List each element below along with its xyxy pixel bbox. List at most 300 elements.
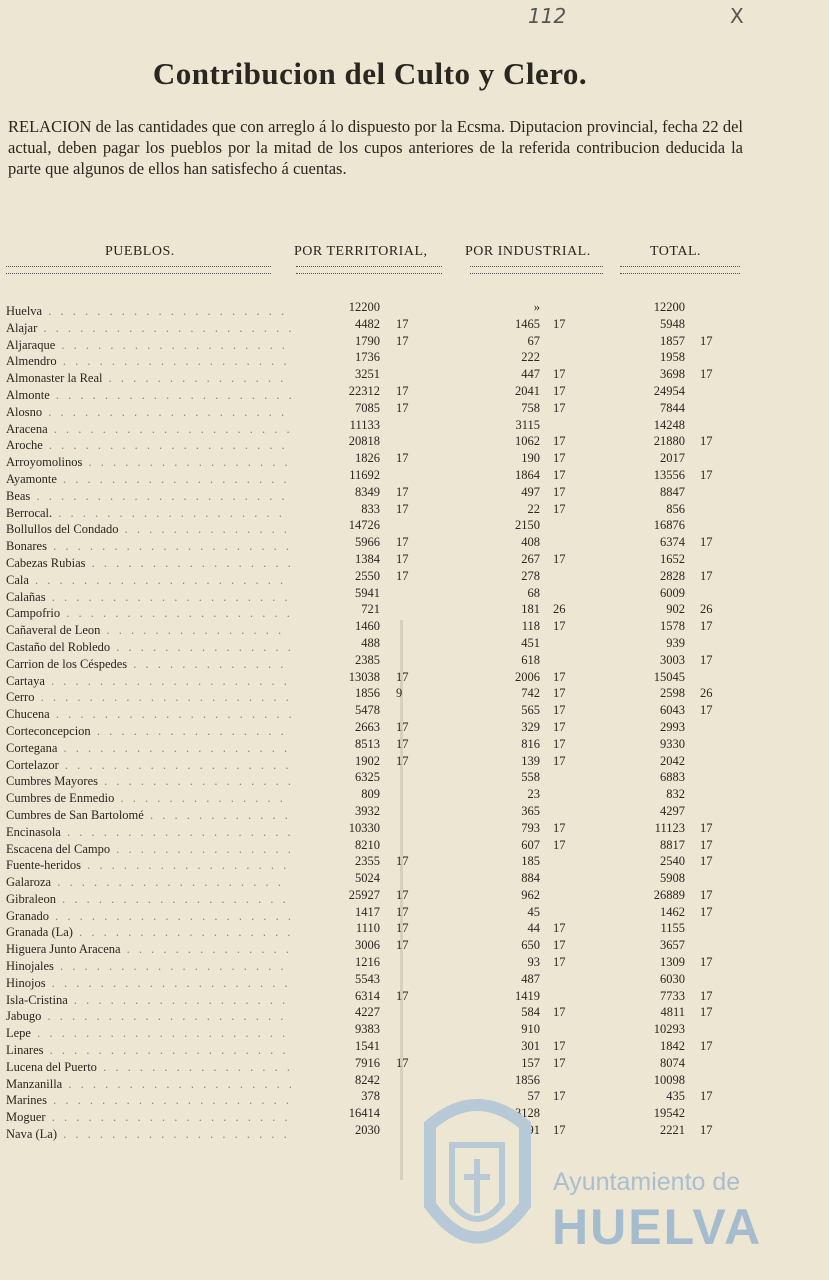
- territorial-value: 13038: [348, 669, 380, 684]
- total-value: 1958: [660, 350, 685, 365]
- total-value: 1842: [660, 1039, 685, 1054]
- total-value: 19542: [653, 1106, 685, 1121]
- industrial-value: 139: [521, 753, 540, 768]
- total-value: 1578: [660, 619, 685, 634]
- territorial-fraction: [396, 417, 420, 434]
- industrial-fraction: 17: [553, 955, 566, 970]
- industrial-fraction: 17: [553, 1123, 566, 1138]
- industrial-value: 408: [521, 535, 540, 550]
- total-value: 1857: [660, 333, 685, 348]
- territorial-fraction: [396, 1004, 420, 1021]
- industrial-value: 451: [521, 635, 540, 650]
- total-value: 1155: [660, 921, 685, 936]
- territorial-fraction: 17: [396, 938, 409, 953]
- territorial-value: 2663: [355, 719, 380, 734]
- total-value: 7844: [660, 400, 685, 415]
- pueblo-name: Carrion de los Céspedes . . .: [6, 656, 291, 673]
- territorial-fraction: [396, 971, 420, 988]
- territorial-fraction: [396, 433, 420, 450]
- pueblo-name: Aroche . . .: [6, 437, 291, 454]
- industrial-value: 758: [521, 400, 540, 415]
- total-value: 10293: [653, 1022, 685, 1037]
- territorial-value: 1790: [355, 333, 380, 348]
- total-fraction: 17: [700, 1039, 713, 1054]
- total-value: 2540: [660, 854, 685, 869]
- industrial-fraction: [553, 333, 577, 350]
- industrial-value: 278: [521, 568, 540, 583]
- total-value: 2042: [660, 753, 685, 768]
- industrial-value: 2041: [515, 383, 540, 398]
- territorial-value: 8349: [355, 484, 380, 499]
- industrial-fraction: 17: [553, 434, 566, 449]
- industrial-value: 45: [527, 904, 540, 919]
- territorial-value: 4482: [355, 316, 380, 331]
- territorial-value: 6325: [355, 770, 380, 785]
- pueblo-name: Galaroza . . .: [6, 874, 291, 891]
- total-value: 16876: [653, 518, 685, 533]
- pueblo-name: Isla-Cristina . . .: [6, 992, 291, 1009]
- total-value: 6009: [660, 585, 685, 600]
- territorial-value: 3932: [355, 803, 380, 818]
- industrial-fraction: [553, 417, 577, 434]
- industrial-fraction: 17: [553, 820, 566, 835]
- total-fraction: [700, 937, 724, 954]
- territorial-fraction: [396, 1105, 420, 1122]
- territorial-value: 721: [361, 602, 380, 617]
- industrial-value: 1419: [515, 988, 540, 1003]
- territorial-value: 378: [361, 1089, 380, 1104]
- industrial-fraction: [553, 870, 577, 887]
- territorial-value: 1902: [355, 753, 380, 768]
- territorial-fraction: [396, 635, 420, 652]
- total-fraction: 17: [700, 467, 713, 482]
- total-fraction: [700, 769, 724, 786]
- total-value: 2993: [660, 719, 685, 734]
- territorial-value: 3251: [355, 367, 380, 382]
- total-value: 4811: [660, 1005, 685, 1020]
- total-column: [630, 299, 685, 1139]
- industrial-fraction: [553, 1072, 577, 1089]
- territorial-fraction: 17: [396, 501, 409, 516]
- total-value: 9330: [660, 736, 685, 751]
- territorial-fraction: 9: [396, 686, 403, 701]
- total-fraction: [700, 719, 724, 736]
- pueblo-name: Calañas . . .: [6, 589, 291, 606]
- total-value: 15045: [653, 669, 685, 684]
- industrial-fraction: 17: [553, 484, 566, 499]
- territorial-value: 5478: [355, 703, 380, 718]
- intro-paragraph: RELACION de las cantidades que con arreglo á lo dispuesto por la Ecsma. Diputacion provincial, fecha 22 del actual, deben pagar los pueblos por la mitad de los cupos anteriores de la referida contribucion deducida la parte que algunos de ellos han satisfecho á cuentas.: [8, 117, 743, 178]
- total-value: 10098: [653, 1072, 685, 1087]
- header-rule: [296, 266, 442, 274]
- industrial-value: 267: [521, 551, 540, 566]
- pueblo-name: Gibraleon . . .: [6, 891, 291, 908]
- territorial-fraction: [396, 299, 420, 316]
- total-fraction: [700, 349, 724, 366]
- industrial-fraction: 17: [553, 383, 566, 398]
- total-fraction: [700, 585, 724, 602]
- total-fraction-column: [700, 299, 724, 1139]
- total-fraction: [700, 920, 724, 937]
- total-value: 6043: [660, 703, 685, 718]
- pueblo-name: Lucena del Puerto . . .: [6, 1059, 291, 1076]
- industrial-fraction: 17: [553, 619, 566, 634]
- industrial-value: 68: [527, 585, 540, 600]
- industrial-fraction: [553, 517, 577, 534]
- territorial-fraction: [396, 954, 420, 971]
- total-value: 5908: [660, 871, 685, 886]
- total-fraction: [700, 501, 724, 518]
- total-value: 11123: [654, 820, 685, 835]
- total-fraction: [700, 1105, 724, 1122]
- total-value: 1652: [660, 551, 685, 566]
- pueblos-column: [6, 303, 291, 1143]
- industrial-fraction: 17: [553, 316, 566, 331]
- industrial-value: 742: [521, 686, 540, 701]
- industrial-fraction: 17: [553, 837, 566, 852]
- header-pueblos: PUEBLOS.: [105, 244, 175, 259]
- industrial-fraction: [553, 635, 577, 652]
- territorial-fraction: [396, 1038, 420, 1055]
- total-fraction: [700, 786, 724, 803]
- territorial-value: 8242: [355, 1072, 380, 1087]
- territorial-fraction: 17: [396, 400, 409, 415]
- territorial-value: 1826: [355, 451, 380, 466]
- industrial-fraction: [553, 652, 577, 669]
- total-fraction: [700, 484, 724, 501]
- industrial-column: [492, 299, 540, 1139]
- industrial-value: 1856: [515, 1072, 540, 1087]
- industrial-value: 365: [521, 803, 540, 818]
- industrial-value: 23: [527, 787, 540, 802]
- total-value: 939: [666, 635, 685, 650]
- industrial-value: 487: [521, 971, 540, 986]
- total-value: 6030: [660, 971, 685, 986]
- total-value: 6883: [660, 770, 685, 785]
- total-fraction: 17: [700, 619, 713, 634]
- total-fraction: 17: [700, 955, 713, 970]
- industrial-fraction: 17: [553, 467, 566, 482]
- territorial-value: 9383: [355, 1022, 380, 1037]
- territorial-fraction: 17: [396, 736, 409, 751]
- industrial-fraction: [553, 803, 577, 820]
- total-fraction: 17: [700, 333, 713, 348]
- territorial-fraction: [396, 1122, 420, 1139]
- territorial-fraction: [396, 349, 420, 366]
- pueblo-name: Huelva . . .: [6, 303, 291, 320]
- territorial-value: 1216: [355, 955, 380, 970]
- territorial-fraction: 17: [396, 904, 409, 919]
- pueblo-name: Granado . . .: [6, 908, 291, 925]
- industrial-fraction: 17: [553, 753, 566, 768]
- industrial-value: 22: [527, 501, 540, 516]
- total-fraction: [700, 635, 724, 652]
- total-value: 26889: [653, 887, 685, 902]
- document-title: Contribucion del Culto y Clero.: [152, 56, 588, 91]
- industrial-value: 962: [521, 887, 540, 902]
- territorial-value: 5941: [355, 585, 380, 600]
- industrial-fraction: 26: [553, 602, 566, 617]
- industrial-fraction: [553, 568, 577, 585]
- territorial-fraction: 17: [396, 316, 409, 331]
- total-fraction: [700, 417, 724, 434]
- total-fraction: 17: [700, 854, 713, 869]
- total-fraction: 26: [700, 602, 713, 617]
- industrial-value: 793: [521, 820, 540, 835]
- total-value: 2598: [660, 686, 685, 701]
- territorial-fraction: [396, 702, 420, 719]
- territorial-value: 1417: [355, 904, 380, 919]
- industrial-fraction: 17: [553, 703, 566, 718]
- total-fraction: 17: [700, 652, 713, 667]
- territorial-fraction: 17: [396, 484, 409, 499]
- territorial-fraction: [396, 652, 420, 669]
- total-value: 435: [666, 1089, 685, 1104]
- industrial-fraction-column: [553, 299, 577, 1139]
- territorial-value: 809: [361, 787, 380, 802]
- total-fraction: [700, 517, 724, 534]
- total-fraction: 17: [700, 988, 713, 1003]
- territorial-fraction: 17: [396, 1055, 409, 1070]
- industrial-value: 2006: [515, 669, 540, 684]
- pueblo-name: Berrocal. . . .: [6, 505, 291, 522]
- total-fraction: 17: [700, 367, 713, 382]
- pueblo-name: Cañaveral de Leon . . .: [6, 622, 291, 639]
- header-total: TOTAL.: [650, 244, 702, 259]
- territorial-fraction: [396, 618, 420, 635]
- total-value: 6374: [660, 535, 685, 550]
- territorial-fraction: [396, 366, 420, 383]
- industrial-fraction: 17: [553, 719, 566, 734]
- territorial-value: 2385: [355, 652, 380, 667]
- industrial-value: 93: [527, 955, 540, 970]
- industrial-value: 44: [527, 921, 540, 936]
- industrial-fraction: [553, 988, 577, 1005]
- territorial-value: 14726: [348, 518, 380, 533]
- pueblo-name: Almonte . . .: [6, 387, 291, 404]
- pueblo-name: Cartaya . . .: [6, 673, 291, 690]
- industrial-value: 816: [521, 736, 540, 751]
- total-fraction: [700, 1021, 724, 1038]
- industrial-fraction: 17: [553, 1055, 566, 1070]
- total-fraction: [700, 870, 724, 887]
- territorial-fraction: [396, 585, 420, 602]
- total-value: 3698: [660, 367, 685, 382]
- territorial-value: 1384: [355, 551, 380, 566]
- territorial-fraction: [396, 1072, 420, 1089]
- industrial-fraction: [553, 1105, 577, 1122]
- huelva-crest-watermark: [420, 1085, 535, 1270]
- industrial-value: 118: [521, 619, 540, 634]
- total-fraction: 17: [700, 568, 713, 583]
- watermark-line2: HUELVA: [552, 1199, 763, 1255]
- total-value: 4297: [660, 803, 685, 818]
- pueblo-name: Jabugo . . .: [6, 1008, 291, 1025]
- territorial-value: 11692: [349, 467, 380, 482]
- industrial-value: 181: [521, 602, 540, 617]
- total-value: 24954: [653, 383, 685, 398]
- industrial-value: 447: [521, 367, 540, 382]
- total-value: 856: [666, 501, 685, 516]
- header-territorial: POR TERRITORIAL,: [294, 244, 428, 259]
- pueblo-name: Higuera Junto Aracena . . .: [6, 941, 291, 958]
- pueblo-name: Cortegana . . .: [6, 740, 291, 757]
- territorial-value: 1856: [355, 686, 380, 701]
- header-rule: [6, 266, 271, 274]
- industrial-fraction: 17: [553, 686, 566, 701]
- territorial-fraction: [396, 870, 420, 887]
- territorial-fraction: [396, 820, 420, 837]
- total-fraction: [700, 1055, 724, 1072]
- territorial-fraction: [396, 786, 420, 803]
- watermark-line1: Ayuntamiento de: [553, 1168, 741, 1196]
- industrial-value: 3128: [515, 1106, 540, 1121]
- folio-number: 112: [528, 4, 567, 28]
- territorial-value: 2355: [355, 854, 380, 869]
- industrial-fraction: [553, 769, 577, 786]
- territorial-fraction: [396, 1021, 420, 1038]
- pueblo-name: Linares . . .: [6, 1042, 291, 1059]
- total-fraction: [700, 669, 724, 686]
- territorial-fraction: 17: [396, 383, 409, 398]
- industrial-fraction: 17: [553, 1089, 566, 1104]
- industrial-fraction: 17: [553, 1005, 566, 1020]
- industrial-fraction: 17: [553, 367, 566, 382]
- header-rule: [620, 266, 740, 274]
- pueblo-name: Granada (La) . . .: [6, 924, 291, 941]
- industrial-fraction: [553, 904, 577, 921]
- pueblo-name: Castaño del Robledo . . .: [6, 639, 291, 656]
- territorial-value: 833: [361, 501, 380, 516]
- industrial-fraction: [553, 853, 577, 870]
- territorial-fraction: 17: [396, 535, 409, 550]
- industrial-value: 190: [521, 451, 540, 466]
- territorial-fraction: 17: [396, 669, 409, 684]
- industrial-value: 884: [521, 871, 540, 886]
- pueblo-name: Corteconcepcion . . .: [6, 723, 291, 740]
- pueblo-name: Aracena . . .: [6, 421, 291, 438]
- total-fraction: 17: [700, 434, 713, 449]
- total-fraction: [700, 383, 724, 400]
- total-value: 1309: [660, 955, 685, 970]
- pueblo-name: Alosno . . .: [6, 404, 291, 421]
- pueblo-name: Almonaster la Real . . .: [6, 370, 291, 387]
- total-value: 5948: [660, 316, 685, 331]
- total-fraction: [700, 971, 724, 988]
- total-fraction: [700, 299, 724, 316]
- total-fraction: 17: [700, 703, 713, 718]
- total-value: 13556: [653, 467, 685, 482]
- industrial-fraction: 17: [553, 501, 566, 516]
- territorial-fraction: 17: [396, 854, 409, 869]
- territorial-fraction: [396, 769, 420, 786]
- total-value: 2221: [660, 1123, 685, 1138]
- industrial-value: 650: [521, 938, 540, 953]
- territorial-value: 7085: [355, 400, 380, 415]
- territorial-value: 20818: [348, 434, 380, 449]
- industrial-fraction: [553, 534, 577, 551]
- territorial-value: 5024: [355, 871, 380, 886]
- pueblo-name: Cerro . . .: [6, 689, 291, 706]
- territorial-value: 2550: [355, 568, 380, 583]
- corner-mark: X: [730, 4, 744, 28]
- territorial-value: 12200: [348, 300, 380, 314]
- pueblo-name: Alajar . . .: [6, 320, 291, 337]
- industrial-value: 1062: [515, 434, 540, 449]
- industrial-value: 910: [521, 1022, 540, 1037]
- pueblo-name: Aljaraque . . .: [6, 337, 291, 354]
- industrial-value: 3115: [515, 417, 540, 432]
- pueblo-name: Arroyomolinos . . .: [6, 454, 291, 471]
- territorial-value: 8513: [355, 736, 380, 751]
- territorial-fraction: [396, 517, 420, 534]
- industrial-value: 607: [521, 837, 540, 852]
- territorial-fraction: 17: [396, 551, 409, 566]
- pueblo-name: Cumbres Mayores . . .: [6, 773, 291, 790]
- pueblo-name: Hinojales . . .: [6, 958, 291, 975]
- territorial-value: 16414: [348, 1106, 380, 1121]
- total-fraction: 17: [700, 1089, 713, 1104]
- pueblo-name: Escacena del Campo . . .: [6, 841, 291, 858]
- territorial-value: 10330: [348, 820, 380, 835]
- pueblo-name: Campofrio . . .: [6, 605, 291, 622]
- territorial-fraction: [396, 1088, 420, 1105]
- territorial-value: 5966: [355, 535, 380, 550]
- pueblo-name: Moguer . . .: [6, 1109, 291, 1126]
- pueblo-name: Cortelazor . . .: [6, 757, 291, 774]
- pueblo-name: Bonares . . .: [6, 538, 291, 555]
- territorial-value: 3006: [355, 938, 380, 953]
- industrial-fraction: 17: [553, 451, 566, 466]
- pueblo-name: Bollullos del Condado . . .: [6, 521, 291, 538]
- industrial-value: 565: [521, 703, 540, 718]
- industrial-value: 301: [521, 1039, 540, 1054]
- industrial-value: 67: [527, 333, 540, 348]
- pueblo-name: Cabezas Rubias . . .: [6, 555, 291, 572]
- total-fraction: [700, 753, 724, 770]
- territorial-value: 11133: [349, 417, 380, 432]
- total-value: 7733: [660, 988, 685, 1003]
- territorial-value: 7916: [355, 1055, 380, 1070]
- territorial-value: 1736: [355, 350, 380, 365]
- pueblo-name: Cumbres de San Bartolomé . . .: [6, 807, 291, 824]
- territorial-value: 2030: [355, 1123, 380, 1138]
- industrial-value: 185: [521, 854, 540, 869]
- header-rule: [470, 266, 603, 274]
- total-fraction: [700, 400, 724, 417]
- territorial-fraction: [396, 467, 420, 484]
- total-fraction: [700, 803, 724, 820]
- industrial-fraction: [553, 971, 577, 988]
- industrial-fraction: [553, 585, 577, 602]
- territorial-fraction: [396, 601, 420, 618]
- industrial-value: 1864: [515, 467, 540, 482]
- industrial-fraction: [553, 887, 577, 904]
- territorial-value: 1460: [355, 619, 380, 634]
- industrial-value: 2150: [515, 518, 540, 533]
- total-fraction: 26: [700, 686, 713, 701]
- industrial-value: 1465: [515, 316, 540, 331]
- total-fraction: [700, 736, 724, 753]
- territorial-value: 1541: [355, 1039, 380, 1054]
- industrial-fraction: 17: [553, 921, 566, 936]
- industrial-value: 157: [521, 1055, 540, 1070]
- territorial-value: 4227: [355, 1005, 380, 1020]
- territorial-value: 8210: [355, 837, 380, 852]
- pueblo-name: Chucena . . .: [6, 706, 291, 723]
- total-fraction: [700, 450, 724, 467]
- industrial-value: 222: [521, 350, 540, 365]
